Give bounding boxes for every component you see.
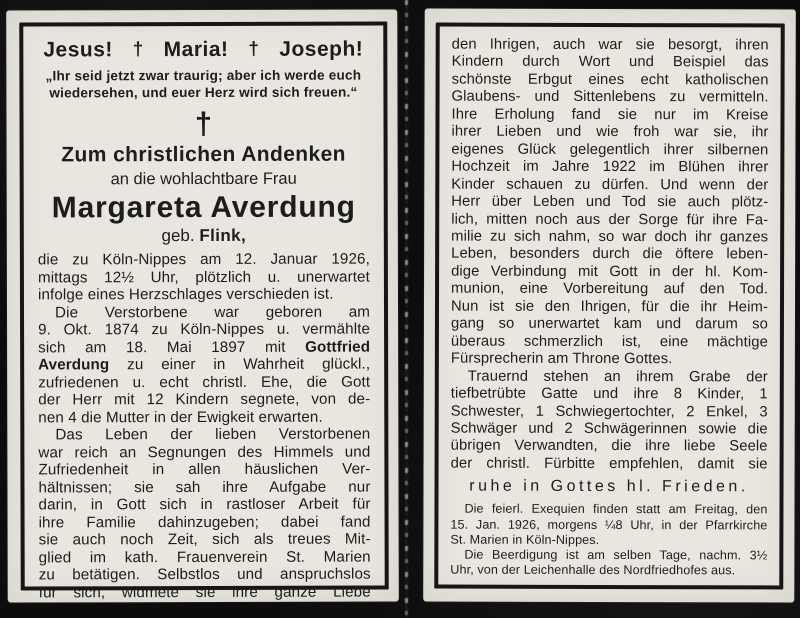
text-line: St. Marien in Köln-Nippes. bbox=[450, 532, 600, 547]
text-line: Averdung zu einer in Wahrheit glückl., bbox=[38, 355, 371, 374]
memorial-card-right-page bbox=[423, 9, 796, 603]
text-line: war reich an Segnungen des Himmels und bbox=[38, 443, 371, 461]
text-line: Schwäger und 2 Schwägerinnen sowie die bbox=[450, 420, 768, 438]
invocation-maria: Maria! bbox=[163, 37, 229, 62]
cross-icon: † bbox=[248, 38, 260, 60]
text-line: Kindern durch Wort und Beispiel das bbox=[451, 54, 769, 71]
text-line: Nun ist sie den Ihrigen, für die ihr Heim- bbox=[450, 298, 769, 316]
text-line: darin, in Gott sich in rastloser Arbeit für bbox=[38, 495, 371, 514]
text-line: den Ihrigen, auch war sie besorgt, ihren bbox=[451, 36, 769, 54]
text-line: schönste Erbgut eines echt katholischen bbox=[451, 71, 769, 89]
cross-icon: † bbox=[132, 39, 144, 61]
text-line: Glaubens- und Sittenlebens zu vermitteln. bbox=[451, 88, 769, 106]
paragraph bbox=[450, 502, 767, 548]
paragraph bbox=[38, 251, 370, 304]
text-line: Herr über Leben und Tod sie auch plötz- bbox=[451, 193, 769, 211]
maiden-prefix: geb. bbox=[161, 226, 200, 246]
text-line: lich, mitten noch aus der Sorge für ihre Fa- bbox=[451, 211, 769, 228]
text-line: 15. Jan. 1926, morgens ¼8 Uhr, in der Pfarrkirche bbox=[450, 517, 768, 532]
text-line: milie zu sich nahm, so war doch ihr ganzes bbox=[451, 228, 769, 246]
text-line: zu betätigen. Selbstlos und anspruchslos bbox=[38, 565, 371, 584]
paragraph bbox=[451, 368, 768, 474]
paragraph bbox=[38, 426, 370, 602]
quote-line: wiedersehen, und euer Herz wird sich freuen.“ bbox=[49, 84, 358, 100]
text-line: Ihre Erholung fand sie nur im Kreise bbox=[451, 106, 769, 124]
maiden-name: Flink, bbox=[199, 225, 247, 246]
paragraph bbox=[451, 37, 769, 369]
memorial-heading: Zum christlichen Andenken bbox=[61, 142, 346, 167]
memorial-subheading: an die wohlachtbare Frau bbox=[110, 169, 297, 189]
text-line: gang so unerwartet kam und darum so bbox=[450, 315, 768, 333]
obituary-text-right bbox=[451, 37, 769, 474]
text-line: der Herr mit 12 Kindern segnete, von de- bbox=[38, 390, 371, 409]
text-line: Hochzeit im Jahre 1922 im Blühen ihrer bbox=[451, 158, 769, 176]
text-line: Die feierl. Exequien finden statt am Freitag, den bbox=[464, 501, 768, 517]
text-line: ihre Familie dahinzugeben; dabei fand bbox=[38, 513, 371, 531]
fold-crease bbox=[405, 0, 408, 618]
text-line: munion, eine Vorbereitung auf den Tod. bbox=[451, 280, 769, 298]
text-line: sich am 18. Mai 1897 mit Gottfried bbox=[38, 338, 371, 356]
text-line: überaus schmerzlich ist, eine mächtige bbox=[450, 333, 768, 351]
invocation-jesus: Jesus! bbox=[43, 38, 113, 62]
paragraph bbox=[38, 303, 370, 426]
text-line: übrigen Verwandten, die ihre liebe Seele bbox=[450, 438, 768, 455]
closing-prayer-line: ruhe in Gottes hl. Frieden. bbox=[469, 477, 749, 496]
paragraph bbox=[450, 548, 767, 579]
text-line: der christl. Fürbitte empfehlen, damit sie bbox=[450, 455, 768, 473]
deceased-name: Margareta Averdung bbox=[51, 190, 356, 225]
invocation-line bbox=[37, 34, 369, 63]
left-page-content bbox=[23, 26, 384, 601]
text-line: Die Beerdigung ist am selben Tage, nachm. 3½ bbox=[464, 547, 768, 563]
text-line: nen 4 die Mutter in der Ewigkeit erwarten. bbox=[38, 408, 323, 426]
text-line: Trauernd stehen an ihrem Grabe der bbox=[467, 368, 768, 386]
text-line: zufriedenen u. echt christl. Ehe, die Gott bbox=[38, 373, 371, 391]
text-line: dige Verbindung mit Gott in der hl. Kom- bbox=[451, 263, 769, 281]
invocation-joseph: Joseph! bbox=[279, 37, 364, 61]
text-line: Schwester, 1 Schwiegertochter, 2 Enkel, 3 bbox=[450, 403, 768, 420]
text-line: eigenes Glück gelegentlich ihrer silbernen bbox=[451, 141, 769, 159]
text-line: infolge eines Herzschlages verschieden ist. bbox=[37, 285, 334, 304]
text-line: Zufriedenheit in allen häuslichen Ver- bbox=[38, 460, 371, 479]
quote-line: „Ihr seid jetzt zwar traurig; aber ich werde euch bbox=[45, 67, 362, 84]
obituary-text-left bbox=[38, 251, 371, 602]
cross-icon: † bbox=[194, 105, 213, 142]
text-line: 9. Okt. 1874 zu Köln-Nippes u. vermählte bbox=[38, 320, 371, 339]
text-line: für sich, widmete sie ihre ganze Liebe bbox=[38, 583, 371, 601]
text-line: Die Verstorbene war geboren am bbox=[54, 303, 371, 321]
text-line: Fürsprecherin am Throne Gottes. bbox=[450, 350, 673, 368]
memorial-card-left-page bbox=[6, 9, 399, 602]
text-line: glied im kath. Frauenverein St. Marien bbox=[38, 548, 371, 566]
text-line: sie auch noch Zeit, sich als treues Mit- bbox=[38, 530, 371, 549]
text-line: die zu Köln-Nippes am 12. Januar 1926, bbox=[37, 250, 370, 269]
text-line: hältnissen; sie sah ihre Aufgabe nur bbox=[38, 478, 371, 496]
text-line: tiefbetrübte Gatte und ihre 8 Kinder, 1 bbox=[450, 385, 768, 403]
text-line: mittags 12½ Uhr, plötzlich u. unerwartet bbox=[37, 268, 370, 286]
text-line: Leben, besonders durch die öftere leben- bbox=[451, 246, 769, 263]
right-page-content bbox=[438, 27, 780, 586]
text-line: Das Leben der lieben Verstorbenen bbox=[55, 425, 371, 444]
scripture-quote bbox=[37, 68, 369, 102]
maiden-name-line bbox=[38, 226, 370, 247]
text-line: Kinder schauen zu dürfen. Und wenn der bbox=[451, 176, 769, 194]
funeral-notices bbox=[450, 502, 767, 579]
text-line: Uhr, von der Leichenhalle des Nordfriedhofes aus. bbox=[450, 562, 736, 578]
text-line: ihrer Lieben und wie froh war sie, ihr bbox=[451, 123, 769, 141]
